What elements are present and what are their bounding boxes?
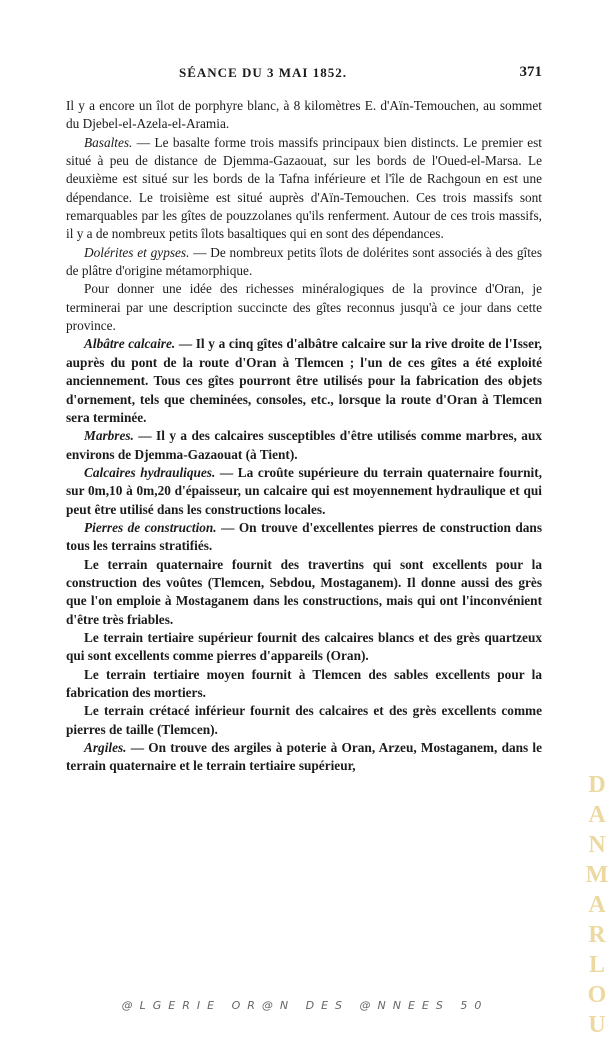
paragraph-quaternaire xyxy=(66,556,542,629)
page-number: 371 xyxy=(519,64,542,80)
footer-caption: @LGERIE OR@N DES @NNEES 50 xyxy=(121,999,489,1012)
paragraph-text: — On trouve d'excellentes pierres de construction dans tous les terrains stratifiés. xyxy=(66,519,543,554)
section-heading: Pierres de construction. xyxy=(84,519,217,535)
paragraph-intro-richesses xyxy=(66,280,542,335)
paragraph-text: Pour donner une idée des richesses minéralogiques de la province d'Oran, je terminerai par une description succincte des gîtes reconnus jusqu'à ce jour dans cette province. xyxy=(66,281,542,334)
paragraph-text: Il y a encore un îlot de porphyre blanc, à 8 kilomètres E. d'Aïn-Temouchen, au sommet du Djebel-el-Azela-el-Aramia. xyxy=(66,98,542,132)
watermark: DANMARLOU xyxy=(584,772,610,1042)
paragraph-tertiaire-moyen xyxy=(66,666,542,703)
paragraph-text: Le terrain crétacé inférieur fournit des calcaires et des grès excellents comme pierres de taille (Tlemcen). xyxy=(66,703,542,737)
section-heading: Albâtre calcaire. xyxy=(84,336,176,352)
section-heading: Argiles. xyxy=(84,740,127,756)
paragraph-text: — De nombreux petits îlots de dolérites sont associés à des gîtes de plâtre d'origine métamorphique. xyxy=(66,244,542,279)
paragraph-marbres xyxy=(66,427,542,464)
section-heading: Calcaires hydrauliques. xyxy=(84,464,216,480)
body-text xyxy=(66,97,542,776)
paragraph-text: — La croûte supérieure du terrain quaternaire fournit, sur 0m,10 à 0m,20 d'épaisseur, un calcaire qui est moyennement hydraulique et qui peut être utilisé dans les constructions locales. xyxy=(66,464,543,517)
section-heading: Marbres. xyxy=(84,428,134,444)
paragraph-text: — On trouve des argiles à poterie à Oran, Arzeu, Mostaganem, dans le terrain quaternaire et le terrain tertiaire supérieur, xyxy=(66,740,542,774)
section-heading: Dolérites et gypses. xyxy=(84,244,190,260)
paragraph-text: Le terrain tertiaire moyen fournit à Tlemcen des sables excellents pour la fabrication des mortiers. xyxy=(66,666,542,700)
paragraph-text: — Il y a cinq gîtes d'albâtre calcaire sur la rive droite de l'Isser, auprès du pont de la route d'Oran à Tlemcen ; l'un de ces gîtes a été exploité anciennement. Tous ces gîtes pourront être utilisés pour la fabrication des objets d'ornement, tels que cheminées, consoles, etc., lorsque la route d'Oran à Tlemcen sera terminée. xyxy=(66,336,542,425)
paragraph-cretace xyxy=(66,702,542,739)
paragraph-text: Le terrain tertiaire supérieur fournit des calcaires blancs et des grès quartzeux qui sont excellents comme pierres d'appareils (Oran). xyxy=(66,629,542,664)
paragraph-basaltes xyxy=(66,134,542,244)
running-head: SÉANCE DU 3 MAI 1852. xyxy=(179,65,347,80)
section-heading: Basaltes. xyxy=(84,134,133,150)
paragraph-text: — Il y a des calcaires susceptibles d'être utilisés comme marbres, aux environs de Djemma-Gazaouat (à Tient). xyxy=(66,428,542,462)
paragraph-tertiaire-superieur xyxy=(66,629,542,666)
paragraph-text: — Le basalte forme trois massifs principaux bien distincts. Le premier est situé à peu de distance de Djemma-Gazaouat, sur les bords de l'Oued-el-Marsa. Le deuxième est situé sur les bords de la Tafna inférieure et l'île de Rachgoun en est une dépendance. Le troisième est situé auprès d'Aïn-Temouchen. Ces trois massifs sont remarquables par les gîtes de pouzzolanes qu'ils renferment. Autour de ces trois massifs, il y a de nombreux petits îlots basaltiques qui en sont des dépendances. xyxy=(66,134,542,242)
paragraph-porphyre xyxy=(66,97,542,134)
paragraph-argiles xyxy=(66,739,542,776)
page-header xyxy=(66,63,542,87)
paragraph-dolerites xyxy=(66,244,542,281)
paragraph-albatre xyxy=(66,335,542,427)
paragraph-calcaires-hydrauliques xyxy=(66,464,542,519)
paragraph-pierres-construction xyxy=(66,519,542,556)
paragraph-text: Le terrain quaternaire fournit des travertins qui sont excellents pour la construction des voûtes (Tlemcen, Sebdou, Mostaganem). Il donne aussi des grès que l'on emploie à Mostaganem dans les constructions, mais qui ont l'inconvénient d'être très friables. xyxy=(66,556,542,627)
